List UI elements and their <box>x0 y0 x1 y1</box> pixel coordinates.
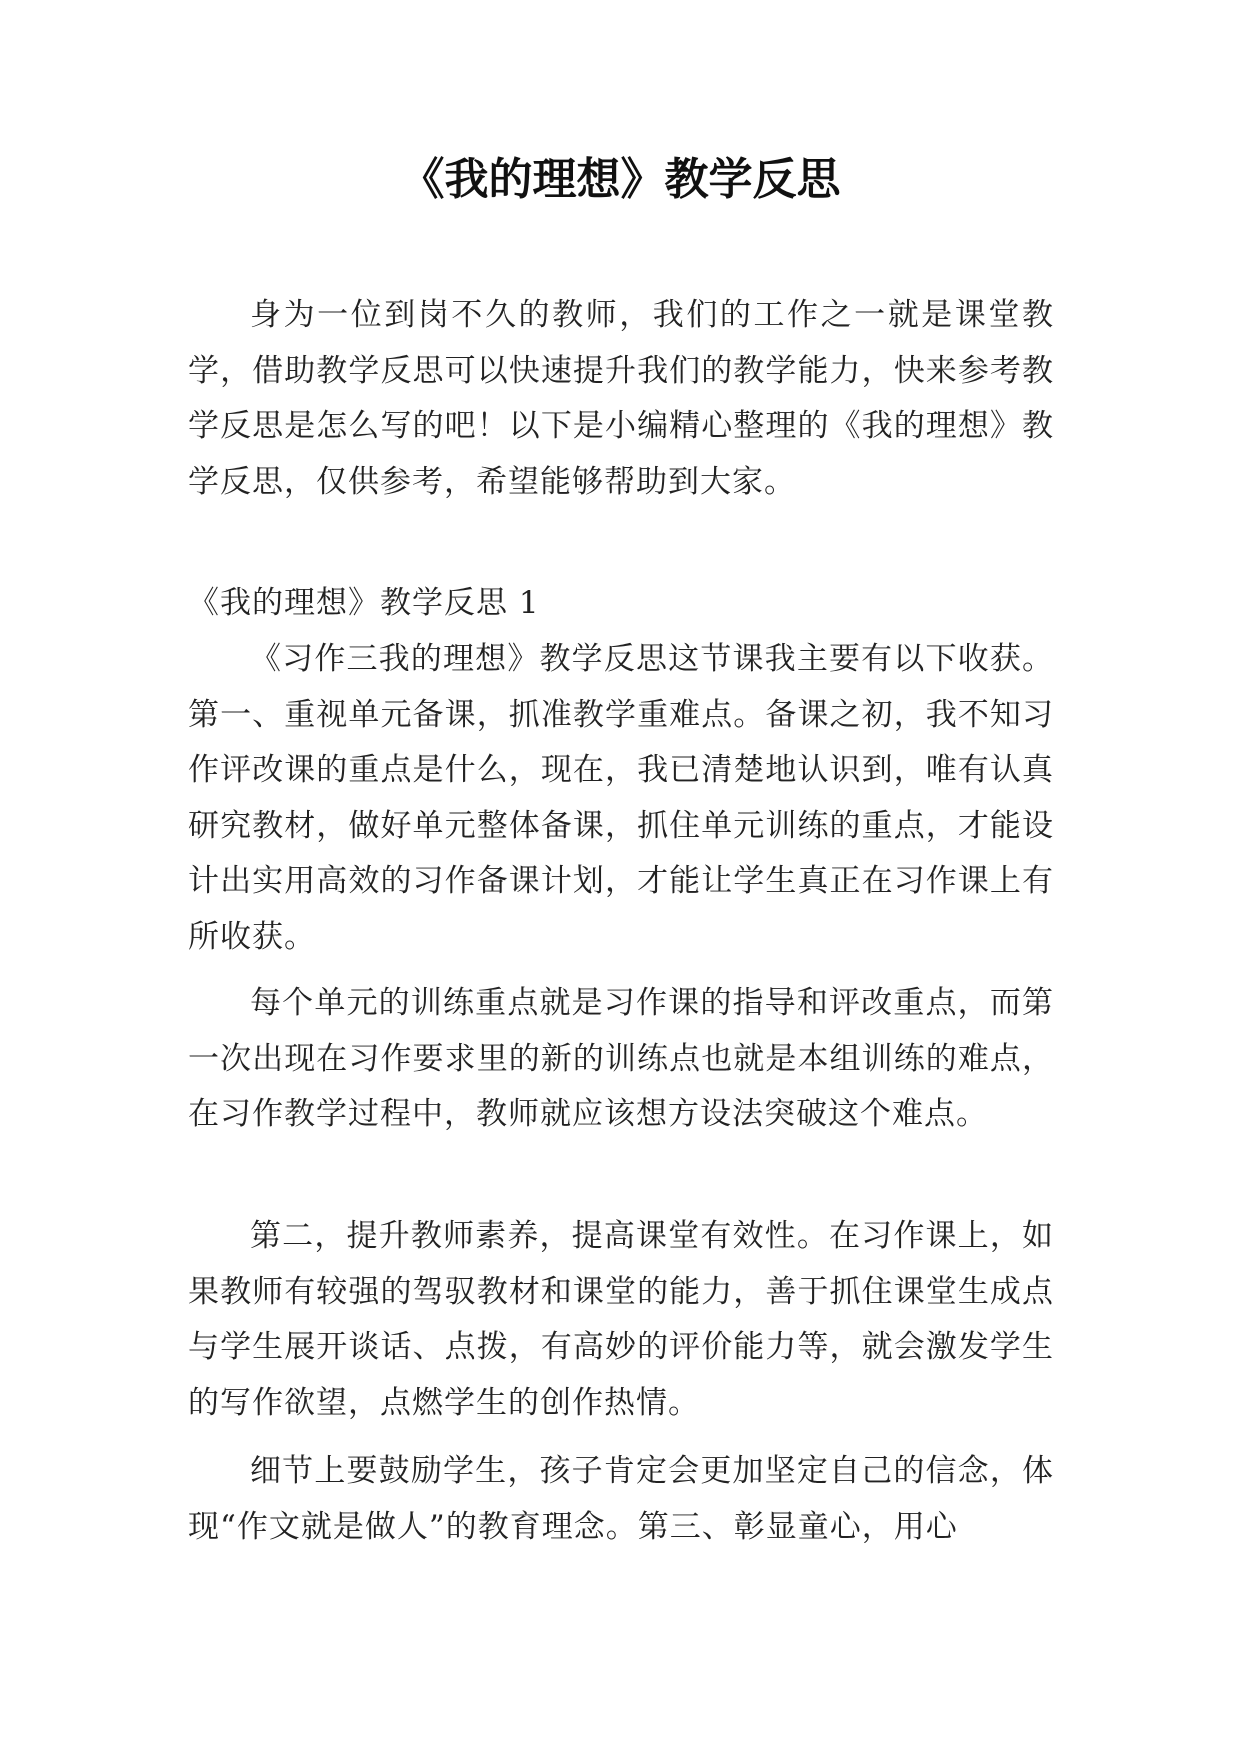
section-heading: 《我的理想》教学反思 1 <box>188 585 540 621</box>
body-paragraph: 每个单元的训练重点就是习作课的指导和评改重点，而第一次出现在习作要求里的新的训练点也就是本组训练的难点，在习作教学过程中，教师就应该想方设法突破这个难点。 <box>188 985 1054 1133</box>
body-paragraph: 第二，提升教师素养，提高课堂有效性。在习作课上，如果教师有较强的驾驭教材和课堂的能力，善于抓住课堂生成点与学生展开谈话、点拨，有高妙的评价能力等，就会激发学生的写作欲望，点燃学生的创作热情。 <box>188 1218 1054 1421</box>
document-title: 《我的理想》教学反思 <box>400 154 841 205</box>
intro-paragraph: 身为一位到岗不久的教师，我们的工作之一就是课堂教学，借助教学反思可以快速提升我们的教学能力，快来参考教学反思是怎么写的吧！以下是小编精心整理的《我的理想》教学反思，仅供参考，希望能够帮助到大家。 <box>188 297 1054 500</box>
body-paragraph: 细节上要鼓励学生，孩子肯定会更加坚定自己的信念，体现“作文就是做人”的教育理念。第三、彰显童心，用心 <box>188 1453 1054 1545</box>
body-paragraph: 《习作三我的理想》教学反思这节课我主要有以下收获。第一、重视单元备课，抓准教学重难点。备课之初，我不知习作评改课的重点是什么，现在，我已清楚地认识到，唯有认真研究教材，做好单元整体备课，抓住单元训练的重点，才能设计出实用高效的习作备课计划，才能让学生真正在习作课上有所收获。 <box>188 641 1054 955</box>
